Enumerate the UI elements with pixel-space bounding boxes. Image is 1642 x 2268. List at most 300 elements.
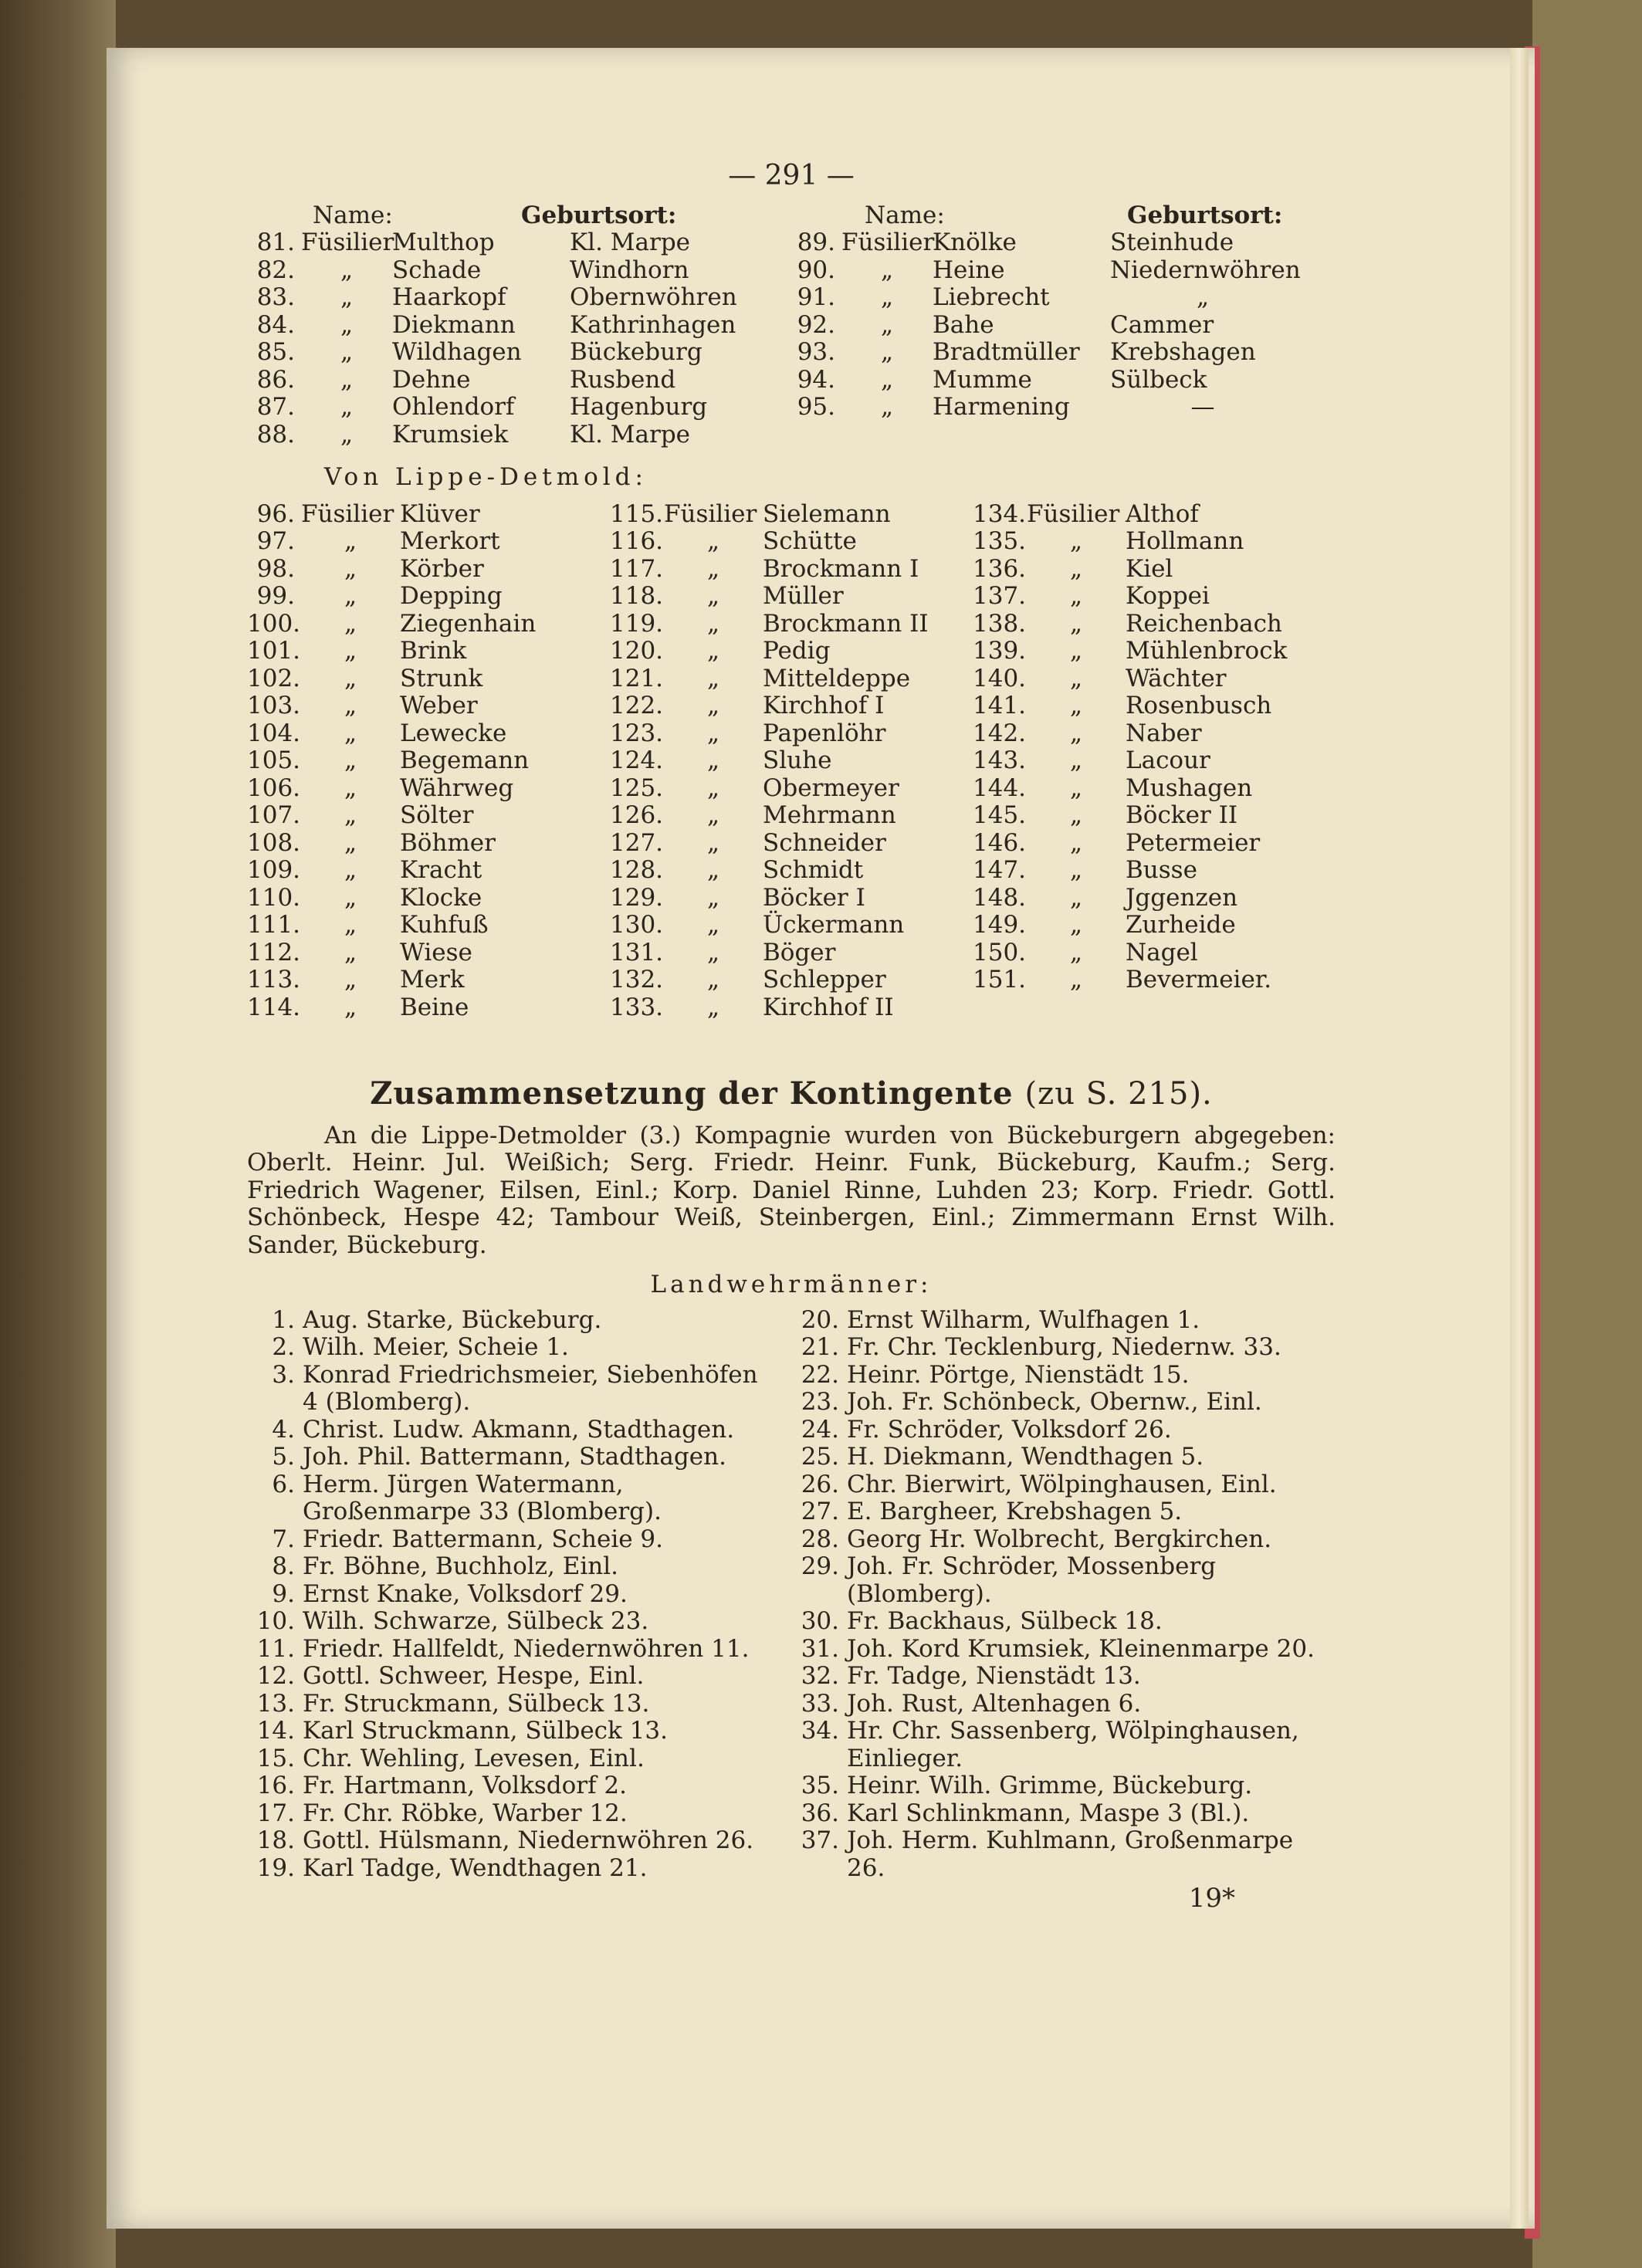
row-number: 88. (256, 420, 295, 449)
roster-row (787, 339, 1336, 367)
row-number: 105. (247, 746, 301, 774)
roster-row (247, 421, 787, 449)
rank: „ (344, 911, 357, 939)
roster-row (973, 857, 1336, 885)
rank: „ (706, 911, 720, 939)
row-number: 144. (973, 773, 1027, 802)
row-number: 87. (256, 393, 295, 421)
header-birthplace-left: Geburtsort: (521, 201, 677, 229)
item-number: 26. (801, 1470, 839, 1498)
birthplace: Kl. Marpe (570, 420, 691, 449)
item-text: Karl Tadge, Wendthagen 21. (303, 1853, 648, 1882)
rank: „ (706, 582, 720, 610)
roster-row (787, 229, 1336, 257)
item-number: 29. (801, 1552, 839, 1580)
book-cover (1532, 0, 1642, 2268)
rank: „ (344, 692, 357, 719)
rank: „ (1069, 883, 1083, 912)
roster-row (973, 611, 1336, 638)
rank: „ (880, 310, 894, 339)
soldier-name: Lewecke (400, 719, 507, 747)
roster-row (247, 912, 610, 939)
rank: „ (344, 993, 357, 1021)
row-number: 135. (973, 527, 1027, 555)
rank: „ (706, 883, 720, 912)
birthplace: Windhorn (570, 256, 689, 284)
soldier-name: Liebrecht (933, 283, 1050, 311)
item-text: Karl Struckmann, Sülbeck 13. (303, 1717, 668, 1745)
rank: „ (340, 256, 354, 284)
soldier-name: Mushagen (1126, 773, 1253, 802)
soldier-name: Lacour (1126, 746, 1210, 774)
roster-row (973, 912, 1336, 939)
row-number: 132. (610, 966, 664, 994)
row-number: 123. (610, 719, 664, 747)
soldier-name: Mitteldeppe (763, 664, 911, 692)
rank: „ (344, 582, 357, 610)
lippe-roster (247, 501, 1336, 1022)
row-number: 146. (973, 828, 1027, 857)
item-text: Herm. Jürgen Watermann, Großenmarpe 33 (Blomberg). (303, 1470, 662, 1525)
rank: „ (706, 692, 720, 719)
list-item (791, 1362, 1336, 1390)
rank: „ (344, 527, 357, 555)
roster-row (610, 966, 973, 994)
row-number: 141. (973, 692, 1027, 719)
row-number: 143. (973, 746, 1027, 774)
soldier-name: Merkort (400, 527, 500, 555)
rank: „ (1069, 856, 1083, 884)
rank: „ (344, 883, 357, 912)
soldier-name: Diekmann (392, 310, 516, 339)
birthplace: Kl. Marpe (570, 228, 691, 256)
rank: „ (344, 609, 357, 638)
list-item (247, 1526, 791, 1554)
rank: „ (344, 554, 357, 583)
rank: „ (344, 746, 357, 774)
top-table-left (247, 229, 787, 449)
rank: „ (1069, 773, 1083, 802)
item-number: 4. (272, 1415, 295, 1444)
row-number: 106. (247, 773, 301, 802)
item-number: 7. (272, 1525, 295, 1553)
landwehr-left-column (247, 1307, 791, 1883)
list-item (247, 1444, 791, 1471)
list-item (247, 1417, 791, 1444)
soldier-name: Müller (763, 582, 844, 610)
soldier-name: Rosenbusch (1126, 692, 1272, 719)
birthplace: Krebshagen (1110, 338, 1256, 366)
rank: „ (706, 719, 720, 747)
roster-row (973, 638, 1336, 665)
row-number: 131. (610, 938, 664, 966)
item-number: 12. (256, 1662, 295, 1690)
roster-row (610, 528, 973, 556)
rank: „ (344, 966, 357, 994)
row-number: 150. (973, 938, 1027, 966)
item-text: Chr. Wehling, Levesen, Einl. (303, 1744, 645, 1772)
birthplace: — (1190, 393, 1215, 421)
roster-row (247, 556, 610, 584)
list-item (247, 1772, 791, 1800)
item-number: 37. (801, 1826, 839, 1854)
roster-row (610, 747, 973, 775)
list-item (247, 1608, 791, 1636)
rank: Füsilier (664, 499, 757, 528)
roster-row (247, 638, 610, 665)
item-text: Wilh. Schwarze, Sülbeck 23. (303, 1607, 649, 1635)
list-item (247, 1855, 791, 1883)
rank: „ (344, 664, 357, 692)
row-number: 113. (247, 966, 301, 994)
soldier-name: Kiel (1126, 554, 1173, 583)
rank: „ (706, 554, 720, 583)
roster-row (973, 885, 1336, 912)
item-text: Konrad Friedrichsmeier, Siebenhöfen 4 (Blomberg). (303, 1360, 758, 1416)
item-text: Fr. Backhaus, Sülbeck 18. (847, 1607, 1163, 1635)
roster-row (610, 692, 973, 720)
roster-row (973, 528, 1336, 556)
item-number: 1. (272, 1305, 295, 1334)
soldier-name: Mehrmann (763, 801, 896, 829)
row-number: 122. (610, 692, 664, 719)
soldier-name: Brink (400, 637, 467, 665)
item-number: 14. (256, 1717, 295, 1745)
soldier-name: Kracht (400, 856, 482, 884)
soldier-name: Mumme (933, 365, 1032, 394)
rank: „ (344, 828, 357, 857)
roster-row (247, 966, 610, 994)
roster-row (973, 802, 1336, 830)
birthplace: Rusbend (570, 365, 676, 394)
list-item (247, 1362, 791, 1417)
rank: „ (1069, 554, 1083, 583)
list-item (791, 1553, 1336, 1608)
roster-row (247, 501, 610, 529)
rank: „ (1069, 527, 1083, 555)
roster-row (247, 802, 610, 830)
page-edge (1510, 48, 1529, 2229)
roster-row (973, 556, 1336, 584)
item-number: 6. (272, 1470, 295, 1498)
roster-row (247, 939, 610, 967)
row-number: 120. (610, 637, 664, 665)
item-text: Chr. Bierwirt, Wölpinghausen, Einl. (847, 1470, 1277, 1498)
row-number: 124. (610, 746, 664, 774)
soldier-name: Böger (763, 938, 836, 966)
roster-row (247, 692, 610, 720)
soldier-name: Sielemann (763, 499, 891, 528)
row-number: 82. (256, 256, 295, 284)
row-number: 125. (610, 773, 664, 802)
roster-row (973, 775, 1336, 803)
item-number: 9. (272, 1579, 295, 1608)
item-text: Aug. Starke, Bückeburg. (303, 1305, 602, 1334)
list-item (791, 1498, 1336, 1526)
item-number: 2. (272, 1333, 295, 1361)
row-number: 142. (973, 719, 1027, 747)
rank: „ (344, 719, 357, 747)
row-number: 104. (247, 719, 301, 747)
soldier-name: Wildhagen (392, 338, 522, 366)
rank: „ (880, 338, 894, 366)
roster-row (247, 885, 610, 912)
rank: „ (706, 966, 720, 994)
landwehr-heading: Landwehrmänner: (650, 1271, 933, 1298)
list-item (791, 1800, 1336, 1828)
row-number: 100. (247, 609, 301, 638)
item-number: 28. (801, 1525, 839, 1553)
top-table (247, 229, 1336, 449)
birthplace: Kathrinhagen (570, 310, 736, 339)
row-number: 117. (610, 554, 664, 583)
list-item (247, 1745, 791, 1773)
row-number: 130. (610, 911, 664, 939)
row-number: 91. (797, 283, 835, 311)
soldier-name: Brockmann I (763, 554, 919, 583)
list-item (791, 1307, 1336, 1335)
roster-row (247, 284, 787, 312)
row-number: 108. (247, 828, 301, 857)
item-number: 32. (801, 1662, 839, 1690)
soldier-name: Zurheide (1126, 911, 1236, 939)
item-number: 22. (801, 1360, 839, 1389)
list-item (791, 1691, 1336, 1718)
row-number: 102. (247, 664, 301, 692)
item-number: 17. (256, 1799, 295, 1827)
rank: „ (706, 801, 720, 829)
roster-row (610, 802, 973, 830)
item-text: Fr. Tadge, Nienstädt 13. (847, 1662, 1141, 1690)
soldier-name: Pedig (763, 637, 831, 665)
rank: „ (706, 856, 720, 884)
row-number: 116. (610, 527, 664, 555)
roster-row (787, 394, 1336, 421)
row-number: 81. (256, 228, 295, 256)
row-number: 95. (797, 393, 835, 421)
item-text: Fr. Hartmann, Volksdorf 2. (303, 1772, 627, 1799)
roster-row (247, 994, 610, 1022)
soldier-name: Bradtmüller (933, 338, 1080, 366)
row-number: 94. (797, 365, 835, 394)
roster-row (247, 367, 787, 394)
item-number: 25. (801, 1443, 839, 1471)
item-text: Joh. Kord Krumsiek, Kleinenmarpe 20. (847, 1634, 1315, 1663)
item-text: H. Diekmann, Wendthagen 5. (847, 1443, 1204, 1471)
rank: Füsilier (1027, 499, 1120, 528)
rank: „ (340, 365, 354, 394)
soldier-name: Depping (400, 582, 503, 610)
row-number: 90. (797, 256, 835, 284)
row-number: 110. (247, 883, 301, 912)
item-number: 5. (272, 1443, 295, 1471)
list-item (247, 1307, 791, 1335)
list-item (791, 1334, 1336, 1362)
item-number: 31. (801, 1634, 839, 1663)
row-number: 139. (973, 637, 1027, 665)
soldier-name: Sölter (400, 801, 474, 829)
row-number: 107. (247, 801, 301, 829)
roster-row (610, 556, 973, 584)
rank: „ (880, 256, 894, 284)
row-number: 99. (256, 582, 295, 610)
soldier-name: Schlepper (763, 966, 886, 994)
list-item (791, 1827, 1336, 1882)
item-number: 35. (801, 1772, 839, 1799)
row-number: 127. (610, 828, 664, 857)
roster-row (610, 830, 973, 858)
soldier-name: Bahe (933, 310, 994, 339)
rank: „ (344, 773, 357, 802)
rank: „ (340, 338, 354, 366)
birthplace: Steinhude (1110, 228, 1234, 256)
item-number: 27. (801, 1498, 839, 1525)
row-number: 89. (797, 228, 835, 256)
item-number: 3. (272, 1360, 295, 1389)
birthplace: Niedernwöhren (1110, 256, 1301, 284)
row-number: 84. (256, 310, 295, 339)
header-name-left: Name: (313, 201, 393, 229)
soldier-name: Knölke (933, 228, 1017, 256)
list-item (247, 1800, 791, 1828)
soldier-name: Strunk (400, 664, 483, 692)
rank: Füsilier (841, 228, 935, 256)
item-number: 33. (801, 1689, 839, 1718)
item-number: 16. (256, 1772, 295, 1799)
row-number: 109. (247, 856, 301, 884)
list-item (247, 1718, 791, 1745)
list-item (791, 1772, 1336, 1800)
soldier-name: Wächter (1126, 664, 1227, 692)
item-text: Gottl. Hülsmann, Niedernwöhren 26. (303, 1826, 754, 1854)
row-number: 103. (247, 692, 301, 719)
row-number: 111. (247, 911, 301, 939)
rank: „ (340, 283, 354, 311)
soldier-name: Dehne (392, 365, 471, 394)
rank: „ (706, 746, 720, 774)
item-number: 10. (256, 1607, 295, 1635)
header-birthplace-right: Geburtsort: (1127, 201, 1283, 229)
row-number: 138. (973, 609, 1027, 638)
item-number: 21. (801, 1333, 839, 1361)
row-number: 92. (797, 310, 835, 339)
soldier-name: Böhmer (400, 828, 496, 857)
roster-row (610, 611, 973, 638)
section-title (247, 1075, 1336, 1112)
roster-row (610, 857, 973, 885)
item-text: Fr. Schröder, Volksdorf 26. (847, 1415, 1172, 1444)
rank: „ (1069, 692, 1083, 719)
list-item (247, 1581, 791, 1609)
item-text: E. Bargheer, Krebshagen 5. (847, 1498, 1183, 1525)
soldier-name: Obermeyer (763, 773, 899, 802)
list-item (247, 1334, 791, 1362)
roster-row (787, 284, 1336, 312)
soldier-name: Schneider (763, 828, 886, 857)
section-title-text: Zusammensetzung der Kontingente (370, 1075, 1014, 1112)
landwehr-right-column (791, 1307, 1336, 1883)
item-number: 8. (272, 1552, 295, 1580)
rank: „ (1069, 828, 1083, 857)
soldier-name: Schade (392, 256, 482, 284)
roster-row (973, 692, 1336, 720)
list-item (247, 1827, 791, 1855)
soldier-name: Harmening (933, 393, 1070, 421)
roster-row (787, 312, 1336, 340)
roster-row (787, 257, 1336, 285)
item-number: 18. (256, 1826, 295, 1854)
birthplace: Bückeburg (570, 338, 703, 366)
row-number: 98. (256, 554, 295, 583)
roster-row (247, 857, 610, 885)
list-item (247, 1691, 791, 1718)
soldier-name: Haarkopf (392, 283, 506, 311)
soldier-name: Schütte (763, 527, 857, 555)
roster-row (610, 994, 973, 1022)
rank: „ (1069, 719, 1083, 747)
row-number: 151. (973, 966, 1027, 994)
roster-row (610, 720, 973, 748)
lippe-column-3 (973, 501, 1336, 1022)
item-number: 13. (256, 1689, 295, 1718)
row-number: 101. (247, 637, 301, 665)
soldier-name: Krumsiek (392, 420, 509, 449)
soldier-name: Merk (400, 966, 465, 994)
rank: „ (1069, 637, 1083, 665)
list-item (791, 1636, 1336, 1664)
list-item (791, 1663, 1336, 1691)
rank: „ (706, 828, 720, 857)
item-text: Heinr. Pörtge, Nienstädt 15. (847, 1360, 1190, 1389)
roster-row (610, 775, 973, 803)
list-item (791, 1526, 1336, 1554)
row-number: 115. (610, 499, 664, 528)
rank: „ (340, 420, 354, 449)
rank: „ (706, 773, 720, 802)
item-number: 36. (801, 1799, 839, 1827)
rank: „ (1069, 911, 1083, 939)
header-name-right: Name: (865, 201, 945, 229)
row-number: 140. (973, 664, 1027, 692)
item-text: Fr. Struckmann, Sülbeck 13. (303, 1689, 650, 1718)
soldier-name: Petermeier (1126, 828, 1261, 857)
item-number: 20. (801, 1305, 839, 1334)
paragraph-text: An die Lippe-Detmolder (3.) Kompagnie wurden von Bückeburgern abgegeben: Oberlt. Heinr. Jul. Weißich; Serg. Friedr. Heinr. Funk, Bückeburg, Kaufm.; Serg. Friedrich Wagener, Eilsen, Einl.; Korp. Daniel Rinne, Luhden 23; Korp. Friedr. Gottl. Schönbeck, Hespe 42; Tambour Weiß, Steinbergen, Einl.; Zimmermann Ernst Wilh. Sander, Bückeburg. (247, 1121, 1336, 1259)
rank: „ (1069, 664, 1083, 692)
roster-row (610, 939, 973, 967)
soldier-name: Bevermeier. (1126, 966, 1272, 994)
row-number: 128. (610, 856, 664, 884)
soldier-name: Mühlenbrock (1126, 637, 1288, 665)
item-number: 24. (801, 1415, 839, 1444)
row-number: 96. (256, 499, 295, 528)
roster-row (787, 367, 1336, 394)
rank: „ (1069, 609, 1083, 638)
list-item (791, 1718, 1336, 1772)
row-number: 126. (610, 801, 664, 829)
roster-row (247, 257, 787, 285)
roster-row (247, 747, 610, 775)
roster-row (610, 665, 973, 693)
rank: „ (1069, 746, 1083, 774)
roster-row (973, 501, 1336, 529)
soldier-name: Hollmann (1126, 527, 1244, 555)
roster-row (610, 638, 973, 665)
item-number: 23. (801, 1388, 839, 1416)
roster-row (247, 312, 787, 340)
soldier-name: Papenlöhr (763, 719, 886, 747)
book-spine (0, 0, 116, 2268)
